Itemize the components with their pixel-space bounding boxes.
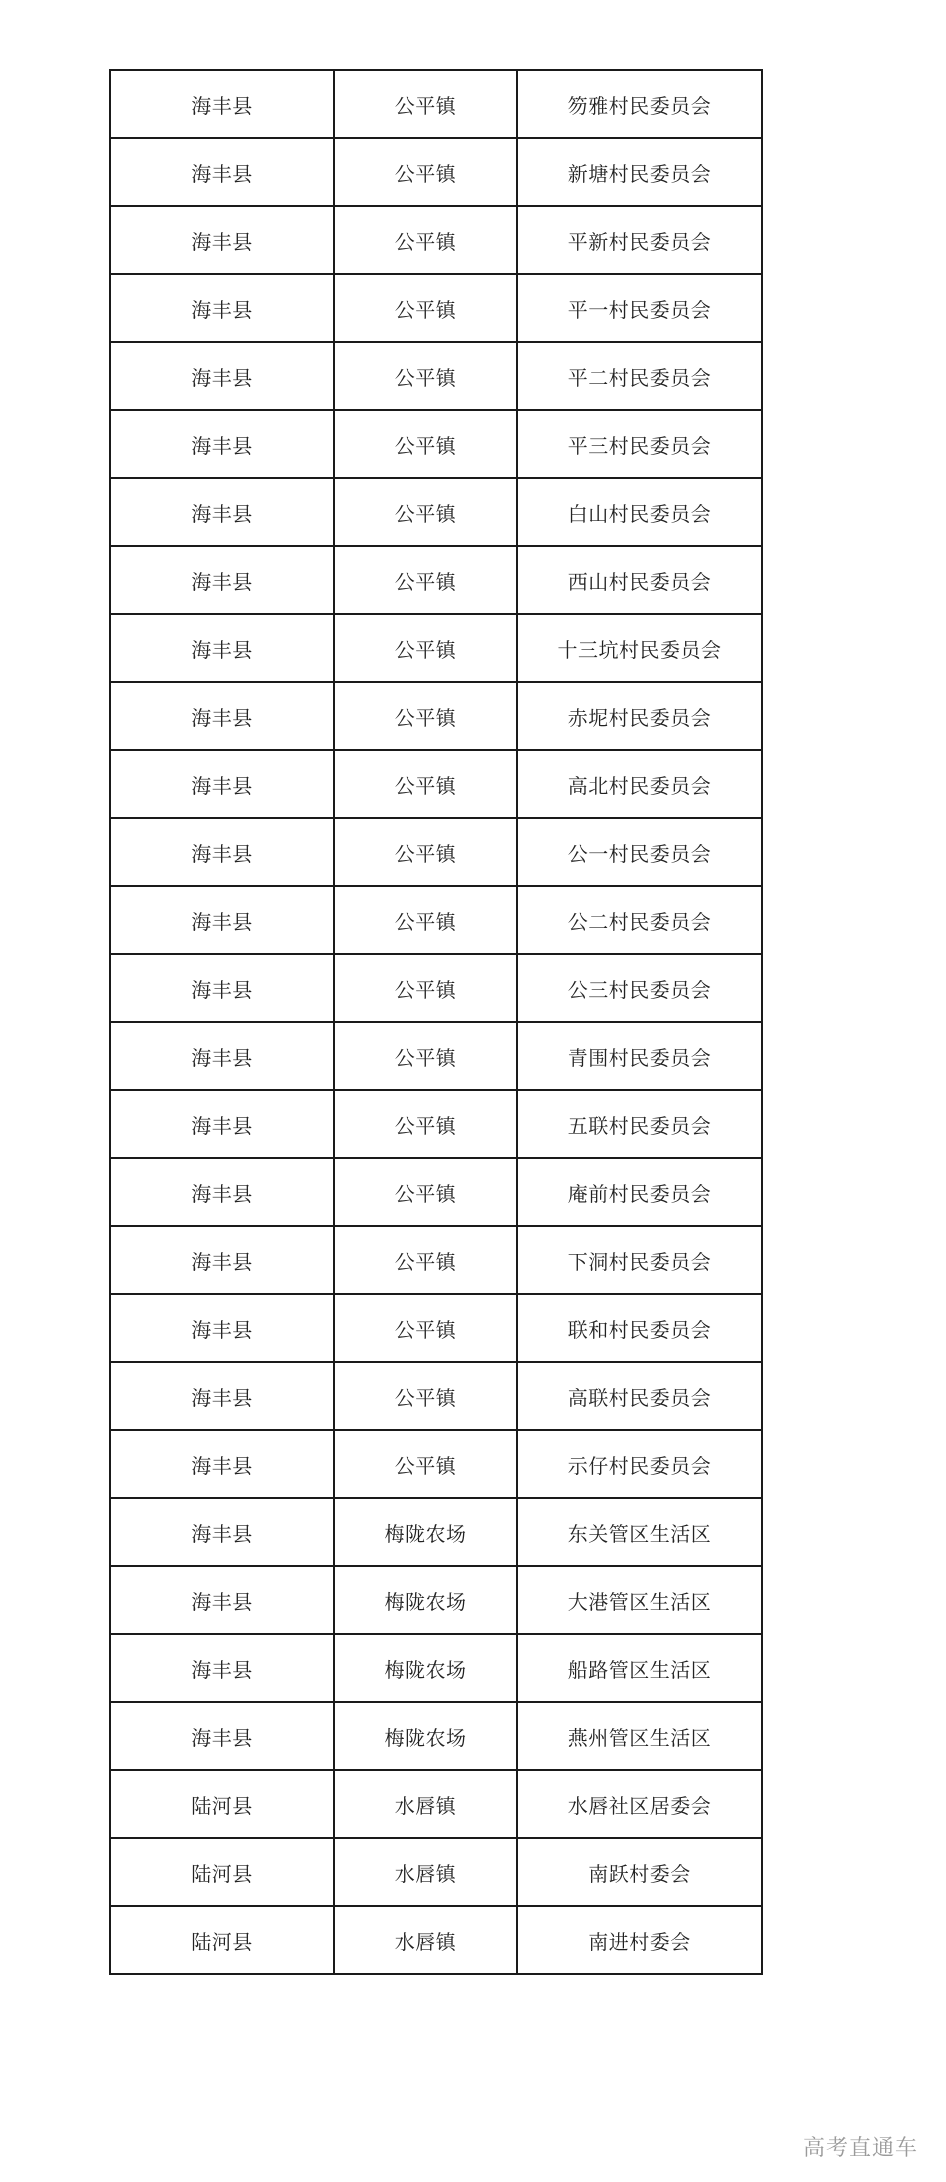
town-cell: 公平镇 — [334, 478, 517, 546]
county-cell: 海丰县 — [110, 342, 334, 410]
table-row — [110, 1022, 762, 1090]
table-row — [110, 750, 762, 818]
county-cell: 海丰县 — [110, 546, 334, 614]
town-cell: 公平镇 — [334, 954, 517, 1022]
town-cell: 公平镇 — [334, 886, 517, 954]
town-cell: 公平镇 — [334, 750, 517, 818]
county-cell: 海丰县 — [110, 818, 334, 886]
town-cell: 水唇镇 — [334, 1906, 517, 1974]
town-cell: 公平镇 — [334, 206, 517, 274]
committee-cell: 船路管区生活区 — [517, 1634, 762, 1702]
town-cell: 水唇镇 — [334, 1770, 517, 1838]
town-cell: 梅陇农场 — [334, 1498, 517, 1566]
committee-cell: 南进村委会 — [517, 1906, 762, 1974]
table-row — [110, 1498, 762, 1566]
county-cell: 海丰县 — [110, 1702, 334, 1770]
town-cell: 公平镇 — [334, 274, 517, 342]
committee-cell: 南跃村委会 — [517, 1838, 762, 1906]
committee-cell: 大港管区生活区 — [517, 1566, 762, 1634]
county-cell: 海丰县 — [110, 682, 334, 750]
committee-cell: 赤坭村民委员会 — [517, 682, 762, 750]
town-cell: 公平镇 — [334, 614, 517, 682]
county-cell: 海丰县 — [110, 1566, 334, 1634]
committee-cell: 高北村民委员会 — [517, 750, 762, 818]
county-cell: 海丰县 — [110, 1634, 334, 1702]
table-row — [110, 1226, 762, 1294]
town-cell: 公平镇 — [334, 546, 517, 614]
table-row — [110, 70, 762, 138]
table-row — [110, 1090, 762, 1158]
table-row — [110, 1566, 762, 1634]
committee-cell: 示仔村民委员会 — [517, 1430, 762, 1498]
county-cell: 陆河县 — [110, 1770, 334, 1838]
county-cell: 海丰县 — [110, 138, 334, 206]
county-cell: 海丰县 — [110, 1226, 334, 1294]
table-row — [110, 1702, 762, 1770]
town-cell: 公平镇 — [334, 1294, 517, 1362]
committee-cell: 青围村民委员会 — [517, 1022, 762, 1090]
table-row — [110, 206, 762, 274]
town-cell: 公平镇 — [334, 1158, 517, 1226]
county-cell: 海丰县 — [110, 1498, 334, 1566]
committee-cell: 平二村民委员会 — [517, 342, 762, 410]
table-row — [110, 614, 762, 682]
county-cell: 海丰县 — [110, 206, 334, 274]
committee-cell: 平三村民委员会 — [517, 410, 762, 478]
committee-cell: 下洞村民委员会 — [517, 1226, 762, 1294]
committee-cell: 燕州管区生活区 — [517, 1702, 762, 1770]
committee-cell: 公二村民委员会 — [517, 886, 762, 954]
table-row — [110, 1838, 762, 1906]
town-cell: 公平镇 — [334, 342, 517, 410]
town-cell: 公平镇 — [334, 1226, 517, 1294]
town-cell: 公平镇 — [334, 138, 517, 206]
county-cell: 海丰县 — [110, 478, 334, 546]
town-cell: 公平镇 — [334, 410, 517, 478]
committee-cell: 五联村民委员会 — [517, 1090, 762, 1158]
committee-cell: 东关管区生活区 — [517, 1498, 762, 1566]
county-cell: 陆河县 — [110, 1906, 334, 1974]
county-cell: 海丰县 — [110, 954, 334, 1022]
table-row — [110, 410, 762, 478]
town-cell: 梅陇农场 — [334, 1566, 517, 1634]
table-row — [110, 342, 762, 410]
table-body — [110, 70, 762, 1974]
county-cell: 海丰县 — [110, 274, 334, 342]
table-row — [110, 1430, 762, 1498]
county-cell: 海丰县 — [110, 1294, 334, 1362]
town-cell: 梅陇农场 — [334, 1634, 517, 1702]
town-cell: 公平镇 — [334, 818, 517, 886]
committee-cell: 西山村民委员会 — [517, 546, 762, 614]
county-cell: 海丰县 — [110, 614, 334, 682]
data-table — [109, 69, 763, 1975]
table-row — [110, 886, 762, 954]
committee-cell: 公一村民委员会 — [517, 818, 762, 886]
committee-cell: 白山村民委员会 — [517, 478, 762, 546]
table-row — [110, 1770, 762, 1838]
county-cell: 海丰县 — [110, 70, 334, 138]
town-cell: 公平镇 — [334, 1090, 517, 1158]
table-row — [110, 138, 762, 206]
county-cell: 海丰县 — [110, 750, 334, 818]
committee-cell: 十三坑村民委员会 — [517, 614, 762, 682]
county-cell: 海丰县 — [110, 1022, 334, 1090]
committee-cell: 联和村民委员会 — [517, 1294, 762, 1362]
committee-cell: 新塘村民委员会 — [517, 138, 762, 206]
table-row — [110, 1362, 762, 1430]
county-cell: 海丰县 — [110, 886, 334, 954]
county-cell: 陆河县 — [110, 1838, 334, 1906]
committee-cell: 高联村民委员会 — [517, 1362, 762, 1430]
table-row — [110, 682, 762, 750]
town-cell: 公平镇 — [334, 682, 517, 750]
county-cell: 海丰县 — [110, 1090, 334, 1158]
town-cell: 公平镇 — [334, 1022, 517, 1090]
committee-cell: 庵前村民委员会 — [517, 1158, 762, 1226]
town-cell: 水唇镇 — [334, 1838, 517, 1906]
county-cell: 海丰县 — [110, 410, 334, 478]
table-row — [110, 954, 762, 1022]
table-row — [110, 1158, 762, 1226]
table-row — [110, 1634, 762, 1702]
town-cell: 公平镇 — [334, 70, 517, 138]
committee-cell: 水唇社区居委会 — [517, 1770, 762, 1838]
watermark: 高考直通车 — [802, 2136, 918, 2161]
town-cell: 公平镇 — [334, 1362, 517, 1430]
table-row — [110, 1294, 762, 1362]
document-sheet — [109, 69, 761, 1975]
county-cell: 海丰县 — [110, 1430, 334, 1498]
town-cell: 公平镇 — [334, 1430, 517, 1498]
county-cell: 海丰县 — [110, 1362, 334, 1430]
table-row — [110, 546, 762, 614]
county-cell: 海丰县 — [110, 1158, 334, 1226]
committee-cell: 公三村民委员会 — [517, 954, 762, 1022]
table-row — [110, 274, 762, 342]
table-row — [110, 478, 762, 546]
table-row — [110, 1906, 762, 1974]
committee-cell: 笏雅村民委员会 — [517, 70, 762, 138]
committee-cell: 平一村民委员会 — [517, 274, 762, 342]
town-cell: 梅陇农场 — [334, 1702, 517, 1770]
committee-cell: 平新村民委员会 — [517, 206, 762, 274]
table-row — [110, 818, 762, 886]
